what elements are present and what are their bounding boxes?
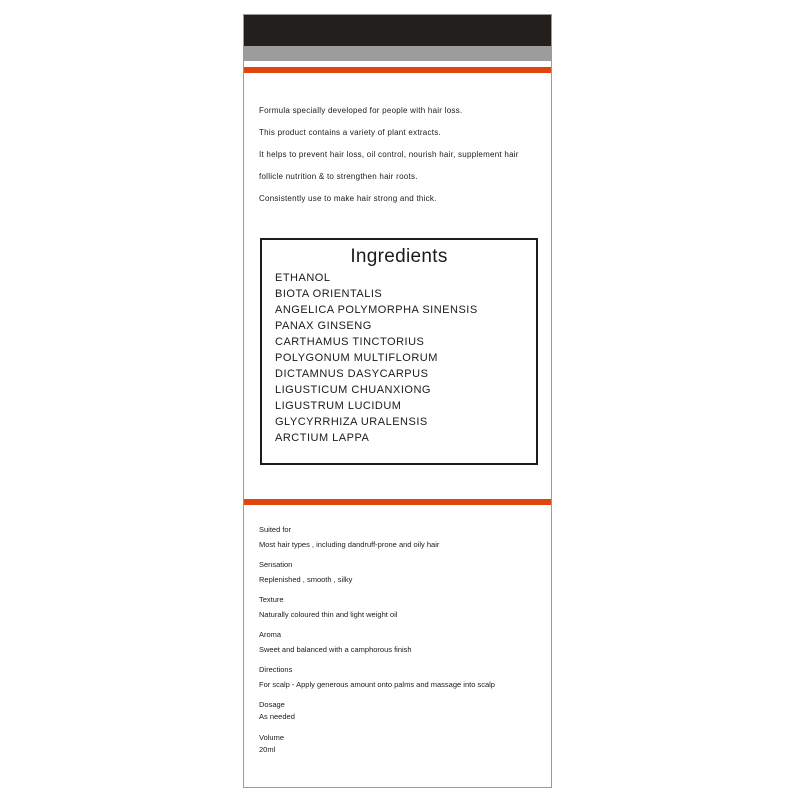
intro-line: This product contains a variety of plant extracts. [259, 128, 441, 137]
middle-orange-divider [244, 499, 551, 505]
intro-line: Consistently use to make hair strong and thick. [259, 194, 437, 203]
top-orange-divider [244, 67, 551, 73]
spec-value: 20ml [259, 745, 276, 754]
spec-value: Naturally coloured thin and light weight oil [259, 610, 398, 619]
spec-value: Sweet and balanced with a camphorous finish [259, 645, 412, 654]
spec-volume [259, 733, 495, 766]
ingredient-item: PANAX GINSENG [275, 320, 372, 332]
spec-aroma [259, 630, 495, 665]
spec-value: Most hair types , including dandruff-prone and oily hair [259, 540, 440, 549]
ingredient-item: ARCTIUM LAPPA [275, 432, 370, 444]
ingredient-item: BIOTA ORIENTALIS [275, 288, 383, 300]
ingredient-item: LIGUSTICUM CHUANXIONG [275, 384, 431, 396]
intro-line: Formula specially developed for people with hair loss. [259, 106, 463, 115]
ingredients-list [275, 270, 478, 446]
spec-label: Texture [259, 595, 284, 604]
ingredient-item: POLYGONUM MULTIFLORUM [275, 352, 438, 364]
spec-texture [259, 595, 495, 630]
ingredients-title: Ingredients [350, 246, 448, 267]
header-dark-band [244, 15, 551, 46]
product-specs [259, 525, 495, 766]
ingredients-box [260, 238, 538, 465]
spec-label: Dosage [259, 700, 285, 709]
intro-line: follicle nutrition & to strengthen hair roots. [259, 172, 418, 181]
spec-directions [259, 665, 495, 700]
spec-label: Directions [259, 665, 293, 674]
spec-value: As needed [259, 712, 295, 721]
spec-label: Sensation [259, 560, 293, 569]
spec-suited-for [259, 525, 495, 560]
ingredient-item: ETHANOL [275, 272, 331, 284]
ingredient-item: LIGUSTRUM LUCIDUM [275, 400, 402, 412]
spec-label: Suited for [259, 525, 292, 534]
spec-label: Aroma [259, 630, 282, 639]
spec-value: Replenished , smooth , silky [259, 575, 353, 584]
spec-dosage [259, 700, 495, 733]
ingredient-item: GLYCYRRHIZA URALENSIS [275, 416, 428, 428]
spec-label: Volume [259, 733, 285, 742]
header-gray-band [244, 46, 551, 61]
intro-line: It helps to prevent hair loss, oil control, nourish hair, supplement hair [259, 150, 519, 159]
product-label-panel [243, 14, 552, 788]
ingredient-item: CARTHAMUS TINCTORIUS [275, 336, 425, 348]
ingredient-item: ANGELICA POLYMORPHA SINENSIS [275, 304, 478, 316]
ingredient-item: DICTAMNUS DASYCARPUS [275, 368, 429, 380]
spec-sensation [259, 560, 495, 595]
spec-value: For scalp - Apply generous amount onto palms and massage into scalp [259, 680, 495, 689]
intro-description [259, 105, 551, 215]
